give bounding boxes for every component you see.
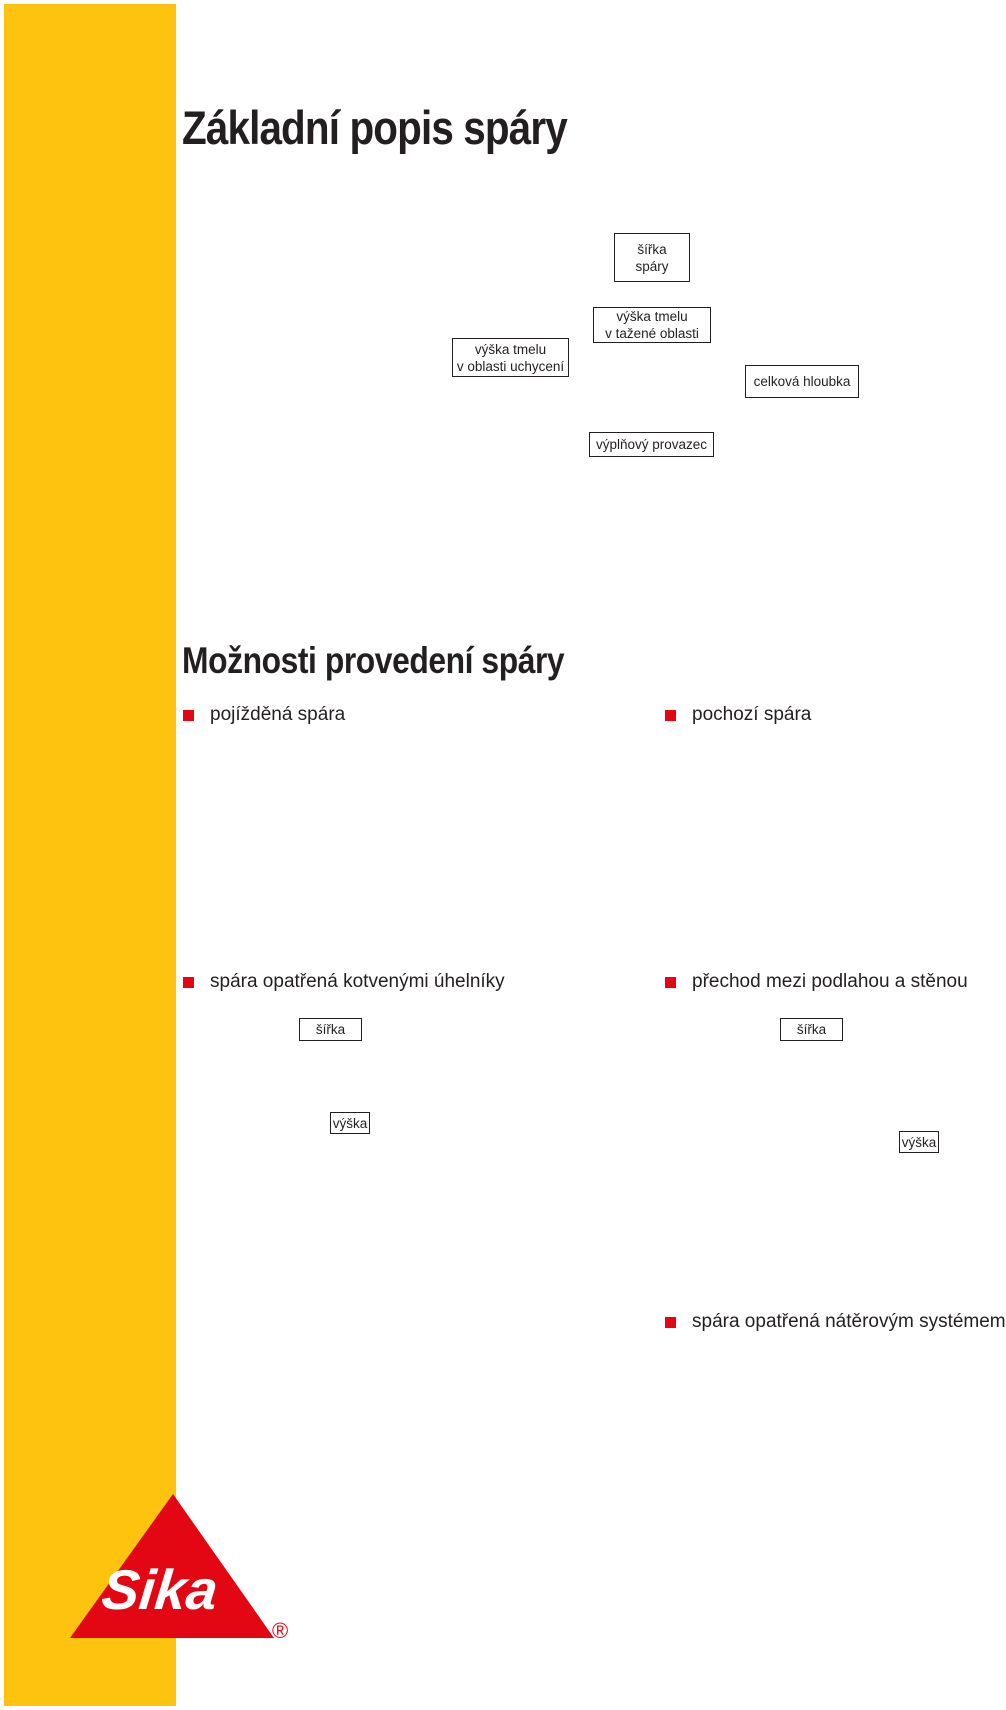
- label-line: celková hloubka: [753, 374, 851, 389]
- label-prechod-sirka: [780, 1018, 843, 1041]
- label-kotvene-sirka: [299, 1018, 362, 1041]
- label-line: šířka: [796, 1022, 827, 1037]
- bullet-square-icon: [183, 710, 194, 721]
- label-kotvene-vyska: [330, 1112, 370, 1134]
- label-line: v oblasti uchycení: [456, 358, 565, 374]
- option-pojizdena: [183, 704, 345, 726]
- option-label: spára opatřená nátěrovým systémem: [692, 1311, 1006, 1332]
- registered-mark: ®: [272, 1618, 289, 1643]
- label-line: výška: [332, 1115, 368, 1131]
- bullet-square-icon: [665, 977, 676, 988]
- bullet-square-icon: [665, 710, 676, 721]
- label-vyska-uchyceni: [452, 338, 569, 377]
- label-line: šířka: [315, 1022, 346, 1037]
- page-title: Základní popis spáry: [182, 101, 567, 154]
- option-label: přechod mezi podlahou a stěnou: [692, 971, 968, 992]
- label-line: šířka: [637, 241, 667, 257]
- option-label: pochozí spára: [692, 704, 812, 725]
- label-line: výška: [901, 1134, 937, 1150]
- bullet-square-icon: [665, 1317, 676, 1328]
- label-line: výška tmelu: [474, 341, 547, 357]
- option-pochozi: [665, 704, 811, 726]
- bullet-square-icon: [183, 977, 194, 988]
- option-naterovy: [665, 1311, 1006, 1333]
- label-vyska-tazene: [593, 307, 711, 343]
- sika-logo: [70, 1494, 288, 1674]
- option-prechod: [665, 971, 968, 993]
- option-kotvene: [183, 971, 505, 993]
- label-line: spáry: [635, 258, 669, 274]
- label-line: výplňový provazec: [595, 437, 708, 452]
- label-line: výška tmelu: [616, 309, 688, 324]
- yellow-sidebar: [4, 4, 176, 1706]
- option-label: spára opatřená kotvenými úhelníky: [210, 971, 505, 992]
- option-label: pojížděná spára: [210, 704, 346, 725]
- logo-text: Sika: [99, 1558, 221, 1621]
- label-sirka-spary: [614, 233, 690, 282]
- label-vyplnovy-provazec: [589, 432, 714, 457]
- section-title: Možnosti provedení spáry: [182, 640, 565, 681]
- label-line: v tažené oblasti: [605, 326, 699, 341]
- label-prechod-vyska: [899, 1131, 939, 1153]
- label-celkova-hloubka: [745, 365, 859, 398]
